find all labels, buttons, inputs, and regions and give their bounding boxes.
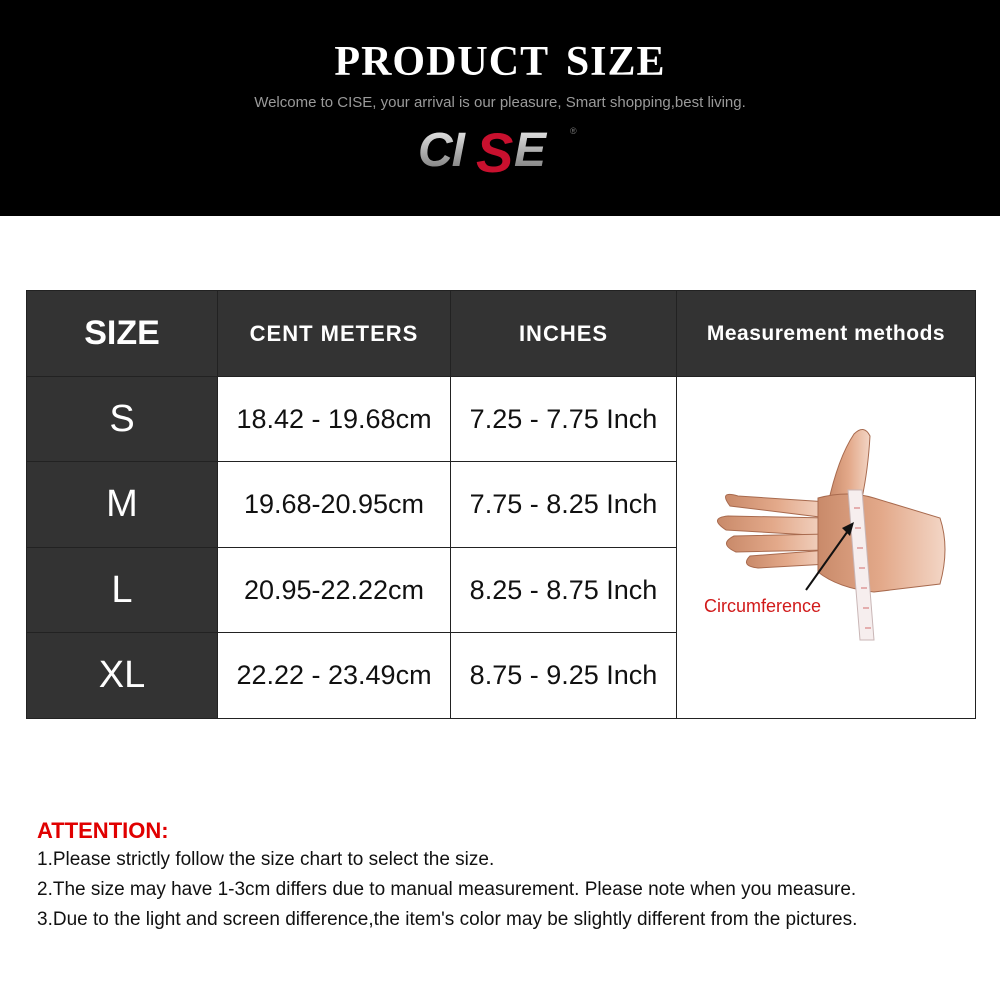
svg-text:S: S — [476, 121, 514, 184]
size-label: M — [27, 462, 218, 548]
svg-text:®: ® — [570, 126, 577, 136]
centimeters-value: 19.68-20.95cm — [218, 462, 451, 548]
header-size: SIZE — [27, 291, 218, 377]
inches-value: 7.75 - 8.25 Inch — [451, 462, 677, 548]
inches-value: 8.75 - 9.25 Inch — [451, 633, 677, 719]
size-label: S — [27, 377, 218, 462]
table-header-row — [27, 291, 976, 377]
welcome-subtitle: Welcome to CISE, your arrival is our pleasure, Smart shopping,best living. — [254, 94, 746, 111]
attention-heading: ATTENTION: — [37, 818, 169, 843]
header-inches: INCHES — [451, 291, 677, 377]
svg-text:E: E — [514, 124, 547, 177]
measurement-illustration — [678, 378, 974, 718]
attention-note: 3.Due to the light and screen difference,the item's color may be slightly different from the pictures. — [37, 909, 858, 930]
cise-logo — [410, 120, 590, 186]
attention-note: 2.The size may have 1-3cm differs due to manual measurement. Please note when you measure. — [37, 879, 857, 900]
inches-value: 8.25 - 8.75 Inch — [451, 548, 677, 633]
centimeters-value: 22.22 - 23.49cm — [218, 633, 451, 719]
centimeters-value: 20.95-22.22cm — [218, 548, 451, 633]
measurement-method-cell — [677, 377, 976, 719]
size-label: XL — [27, 633, 218, 719]
circumference-label: Circumference — [704, 595, 822, 616]
attention-note: 1.Please strictly follow the size chart to select the size. — [37, 849, 495, 870]
svg-text:CI: CI — [418, 124, 464, 177]
hand-measurement-illustration — [678, 378, 974, 718]
header-banner — [0, 0, 1000, 216]
table-row — [27, 377, 976, 462]
size-chart-table — [26, 290, 976, 719]
inches-value: 7.25 - 7.75 Inch — [451, 377, 677, 462]
header-measurement-methods: Measurement methods — [677, 291, 976, 377]
size-label: L — [27, 548, 218, 633]
centimeters-value: 18.42 - 19.68cm — [218, 377, 451, 462]
page-title: PRODUCT SIZE — [334, 39, 666, 85]
header-centimeters: CENT METERS — [218, 291, 451, 377]
